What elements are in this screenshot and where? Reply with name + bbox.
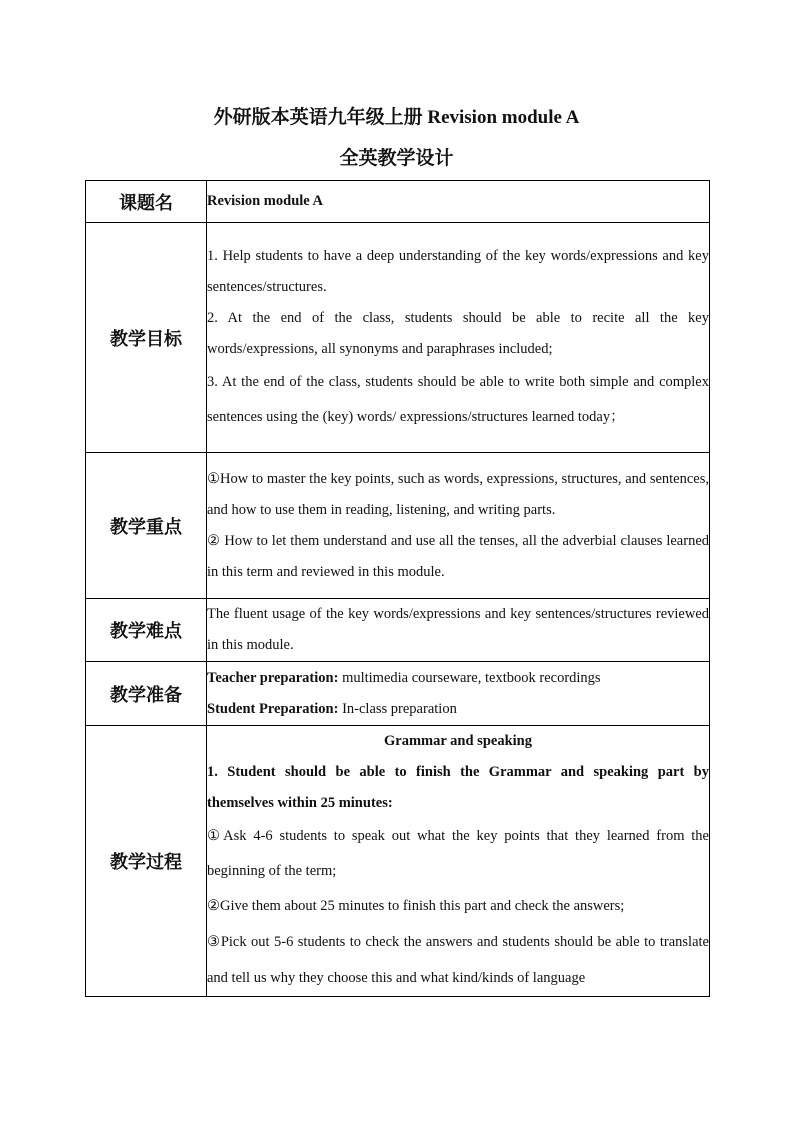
student-preparation (207, 694, 709, 725)
teacher-preparation (207, 663, 709, 694)
process-item: ③Pick out 5-6 students to check the answers and students should be able to translate and tell us why they choose this and what kind/kinds of language (207, 934, 709, 986)
objective-item: 2. At the end of the class, students should be able to recite all the key words/expressions, all synonyms and paraphrases included; (207, 309, 709, 357)
student-preparation-label: Student Preparation: (207, 700, 339, 717)
process-section-title: Grammar and speaking (384, 733, 532, 749)
key-point-item: ①How to master the key points, such as words, expressions, structures, and sentences, and how to use them in reading, listening, and writing parts. (207, 470, 709, 518)
objective-item: 3. At the end of the class, students should be able to write both simple and complex sentences using the (key) words/ expressions/structures learned today； (207, 373, 709, 425)
objective-item: 1. Help students to have a deep understanding of the key words/expressions and key sentences/structures. (207, 247, 709, 295)
objectives-label: 教学目标 (86, 223, 207, 453)
teacher-preparation-value: multimedia courseware, textbook recordings (338, 669, 601, 686)
key-point-item: ② How to let them understand and use all the tenses, all the adverbial clauses learned in this term and reviewed in this module. (207, 532, 709, 580)
row-preparation (86, 662, 710, 726)
key-points-label: 教学重点 (86, 453, 207, 599)
row-difficulties (86, 599, 710, 662)
topic-label: 课题名 (86, 181, 207, 223)
topic-value: Revision module A (207, 193, 324, 209)
difficulties-text: The fluent usage of the key words/expressions and key sentences/structures reviewed in this module. (207, 606, 709, 653)
teacher-preparation-label: Teacher preparation: (207, 669, 339, 686)
difficulties-label: 教学难点 (86, 599, 207, 662)
document-title: 外研版本英语九年级上册 Revision module A (213, 107, 580, 128)
document-subtitle: 全英教学设计 (339, 148, 454, 169)
preparation-label: 教学准备 (86, 662, 207, 726)
lesson-plan-table (85, 180, 710, 997)
process-item: ①Ask 4-6 students to speak out what the key points that they learned from the beginning of the term; (207, 828, 709, 879)
process-item: ②Give them about 25 minutes to finish this part and check the answers; (207, 898, 625, 914)
row-key-points (86, 453, 710, 599)
row-process (86, 726, 710, 997)
row-topic (86, 181, 710, 223)
process-step-title: 1. Student should be able to finish the Grammar and speaking part by themselves within 25 minutes: (207, 764, 709, 811)
row-objectives (86, 223, 710, 453)
process-label: 教学过程 (86, 726, 207, 997)
student-preparation-value: In-class preparation (338, 700, 457, 717)
